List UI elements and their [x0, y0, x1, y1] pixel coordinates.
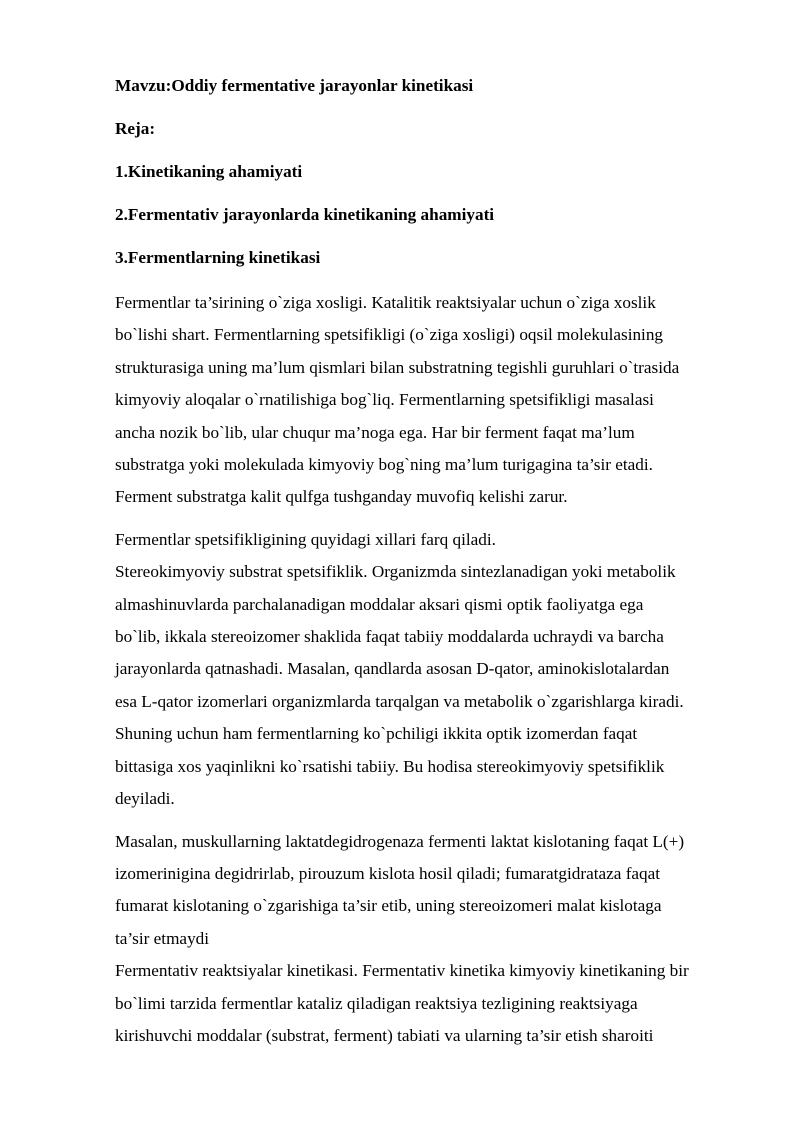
text-line: substratga yoki molekulada kimyoviy bog`ning ma’lum turigagina ta’sir etadi. — [115, 455, 653, 475]
text-line: almashinuvlarda parchalanadigan moddalar aksari qismi optik faoliyatga ega — [115, 594, 644, 614]
text-line: Shuning uchun ham fermentlarning ko`pchiligi ikkita optik izomerdan faqat — [115, 724, 638, 744]
text-line: ancha nozik bo`lib, ular chuqur ma’noga ega. Har bir ferment faqat ma’lum — [115, 422, 635, 442]
text-line: ta’sir etmaydi — [115, 928, 210, 948]
text-line: Ferment substratga kalit qulfga tushganday muvofiq kelishi zarur. — [115, 487, 568, 507]
text-line: izomerinigina degidrirlab, pirouzum kislota hosil qiladi; fumaratgidrataza faqat — [115, 863, 661, 883]
text-line: Fermentlar spetsifikligining quyidagi xillari farq qiladi. — [115, 529, 496, 549]
text-line: kimyoviy aloqalar o`rnatilishiga bog`liq. Fermentlarning spetsifikligi masalasi — [115, 390, 654, 410]
paragraph-stereochemical-specificity — [115, 524, 755, 816]
document-title: Mavzu:Oddiy fermentative jarayonlar kinetikasi — [115, 76, 474, 95]
text-line: fumarat kislotaning o`zgarishiga ta’sir etib, uning stereoizomeri malat kislotaga — [115, 896, 662, 916]
text-line: bo`lib, ikkala stereoizomer shaklida faqat tabiiy moddalarda uchraydi va barcha — [115, 627, 664, 647]
plan-item: 3.Fermentlarning kinetikasi — [115, 248, 321, 267]
text-line: kirishuvchi moddalar (substrat, ferment) tabiati va ularning ta’sir etish sharoiti — [115, 1025, 654, 1045]
plan-item: 1.Kinetikaning ahamiyati — [115, 162, 303, 181]
paragraph-enzyme-kinetics — [115, 826, 755, 1053]
plan-item: 2.Fermentativ jarayonlarda kinetikaning ahamiyati — [115, 205, 495, 224]
plan-label: Reja: — [115, 119, 156, 138]
text-line: bo`lishi shart. Fermentlarning spetsifikligi (o`ziga xosligi) oqsil molekulasining — [115, 325, 664, 345]
text-line: esa L-qator izomerlari organizmlarda tarqalgan va metabolik o`zgarishlarga kiradi. — [115, 691, 684, 711]
text-line: bittasiga xos yaqinlikni ko`rsatishi tabiiy. Bu hodisa stereokimyoviy spetsifiklik — [115, 756, 665, 776]
paragraph-enzyme-specificity — [115, 287, 755, 514]
text-line: jarayonlarda qatnashadi. Masalan, qandlarda asosan D-qator, aminokislotalardan — [115, 659, 670, 679]
text-line: Fermentativ reaktsiyalar kinetikasi. Fermentativ kinetika kimyoviy kinetikaning bir — [115, 961, 689, 981]
text-line: Masalan, muskullarning laktatdegidrogenaza fermenti laktat kislotaning faqat L(+) — [115, 831, 685, 851]
text-line: bo`limi tarzida fermentlar kataliz qiladigan reaktsiya tezligining reaktsiyaga — [115, 993, 638, 1013]
text-line: strukturasiga uning ma’lum qismlari bilan substratning tegishli guruhlari o`trasida — [115, 357, 680, 377]
text-line: Stereokimyoviy substrat spetsifiklik. Organizmda sintezlanadigan yoki metabolik — [115, 562, 676, 582]
text-line: deyiladi. — [115, 789, 175, 809]
document-page — [115, 72, 755, 1062]
text-line: Fermentlar ta’sirining o`ziga xosligi. Katalitik reaktsiyalar uchun o`ziga xoslik — [115, 293, 656, 312]
